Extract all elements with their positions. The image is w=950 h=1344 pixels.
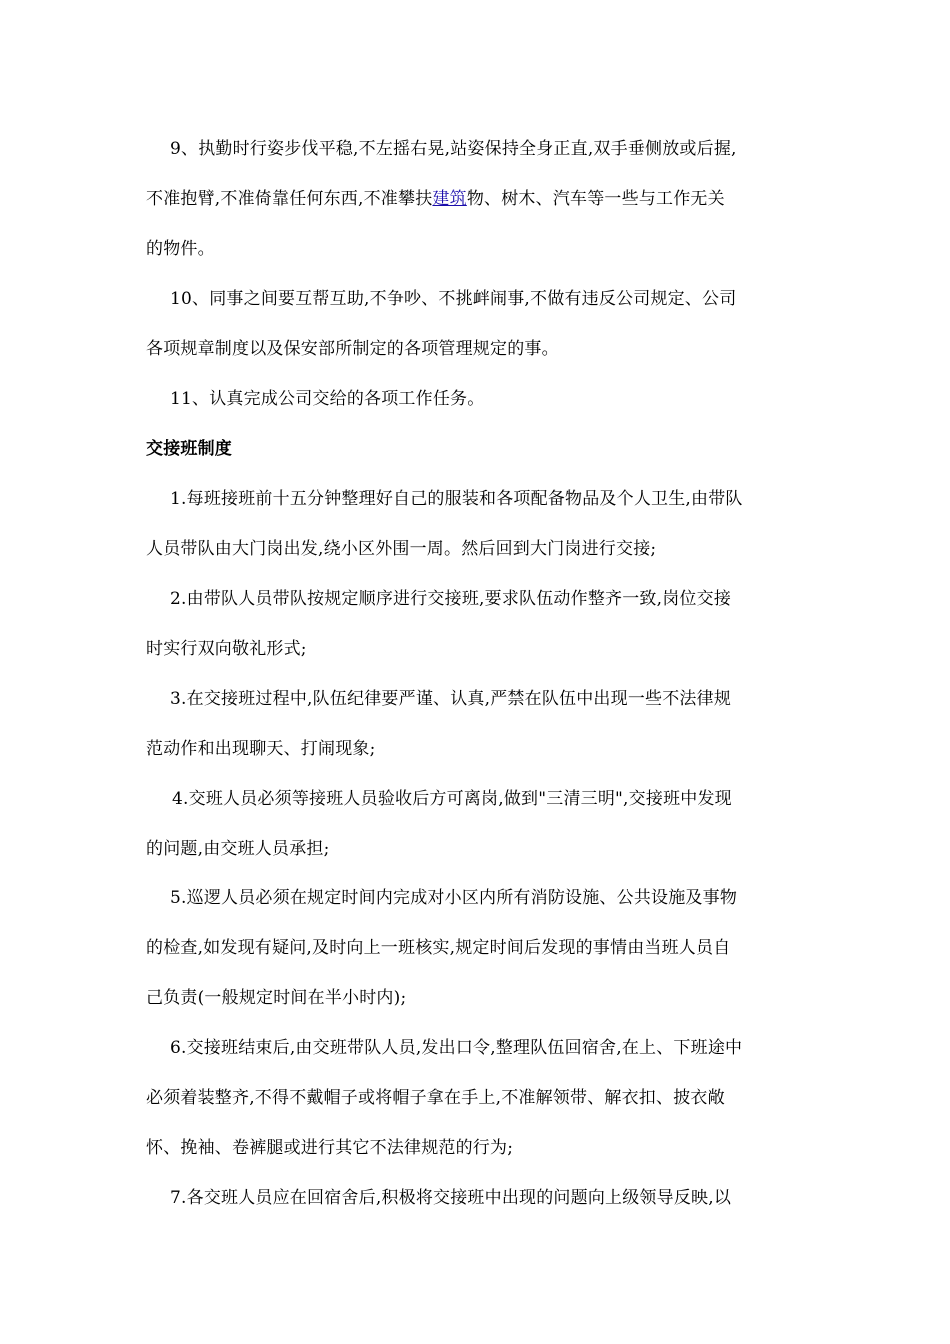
section-heading: 交接班制度 — [146, 439, 232, 459]
rule-9-line-2-text-a: 不准抱臂,不准倚靠任何东西,不准攀扶 — [146, 189, 433, 209]
shift-rule-7-line-1: 7.各交班人员应在回宿舍后,积极将交接班中出现的问题向上级领导反映,以 — [170, 1188, 732, 1208]
rule-9-line-2-text-b: 物、树木、汽车等一些与工作无关 — [466, 189, 725, 209]
shift-rule-4-line-2: 的问题,由交班人员承担; — [146, 839, 330, 859]
rule-9-line-2 — [146, 187, 816, 211]
building-link[interactable]: 建筑 — [432, 189, 467, 209]
shift-rule-5-line-2: 的检查,如发现有疑问,及时向上一班核实,规定时间后发现的事情由当班人员自 — [146, 938, 731, 958]
shift-rule-6-line-1: 6.交接班结束后,由交班带队人员,发出口令,整理队伍回宿舍,在上、下班途中 — [170, 1038, 743, 1058]
rule-9-line-1: 9、执勤时行姿步伐平稳,不左摇右晃,站姿保持全身正直,双手垂侧放或后握, — [170, 139, 737, 159]
shift-rule-3-line-2: 范动作和出现聊天、打闹现象; — [146, 739, 376, 759]
shift-rule-5-line-1: 5.巡逻人员必须在规定时间内完成对小区内所有消防设施、公共设施及事物 — [170, 888, 738, 908]
shift-rule-1-line-2: 人员带队由大门岗出发,绕小区外围一周。然后回到大门岗进行交接; — [146, 539, 657, 559]
rule-11-line-1: 11、认真完成公司交给的各项工作任务。 — [170, 389, 485, 409]
rule-10-line-1: 10、同事之间要互帮互助,不争吵、不挑衅闹事,不做有违反公司规定、公司 — [170, 289, 737, 309]
rule-10-line-2: 各项规章制度以及保安部所制定的各项管理规定的事。 — [146, 339, 559, 359]
shift-rule-2-line-2: 时实行双向敬礼形式; — [146, 639, 307, 659]
rule-9-line-3: 的物件。 — [146, 239, 215, 259]
shift-rule-1-line-1: 1.每班接班前十五分钟整理好自己的服装和各项配备物品及个人卫生,由带队 — [170, 489, 743, 509]
shift-rule-6-line-2: 必须着装整齐,不得不戴帽子或将帽子拿在手上,不准解领带、解衣扣、披衣敞 — [146, 1088, 725, 1108]
shift-rule-2-line-1: 2.由带队人员带队按规定顺序进行交接班,要求队伍动作整齐一致,岗位交接 — [170, 589, 732, 609]
shift-rule-6-line-3: 怀、挽袖、卷裤腿或进行其它不法律规范的行为; — [146, 1138, 514, 1158]
shift-rule-3-line-1: 3.在交接班过程中,队伍纪律要严谨、认真,严禁在队伍中出现一些不法律规 — [170, 689, 732, 709]
shift-rule-4-line-1: 4.交班人员必须等接班人员验收后方可离岗,做到"三清三明",交接班中发现 — [172, 789, 732, 809]
shift-rule-5-line-3: 己负责(一般规定时间在半小时内); — [146, 988, 407, 1008]
